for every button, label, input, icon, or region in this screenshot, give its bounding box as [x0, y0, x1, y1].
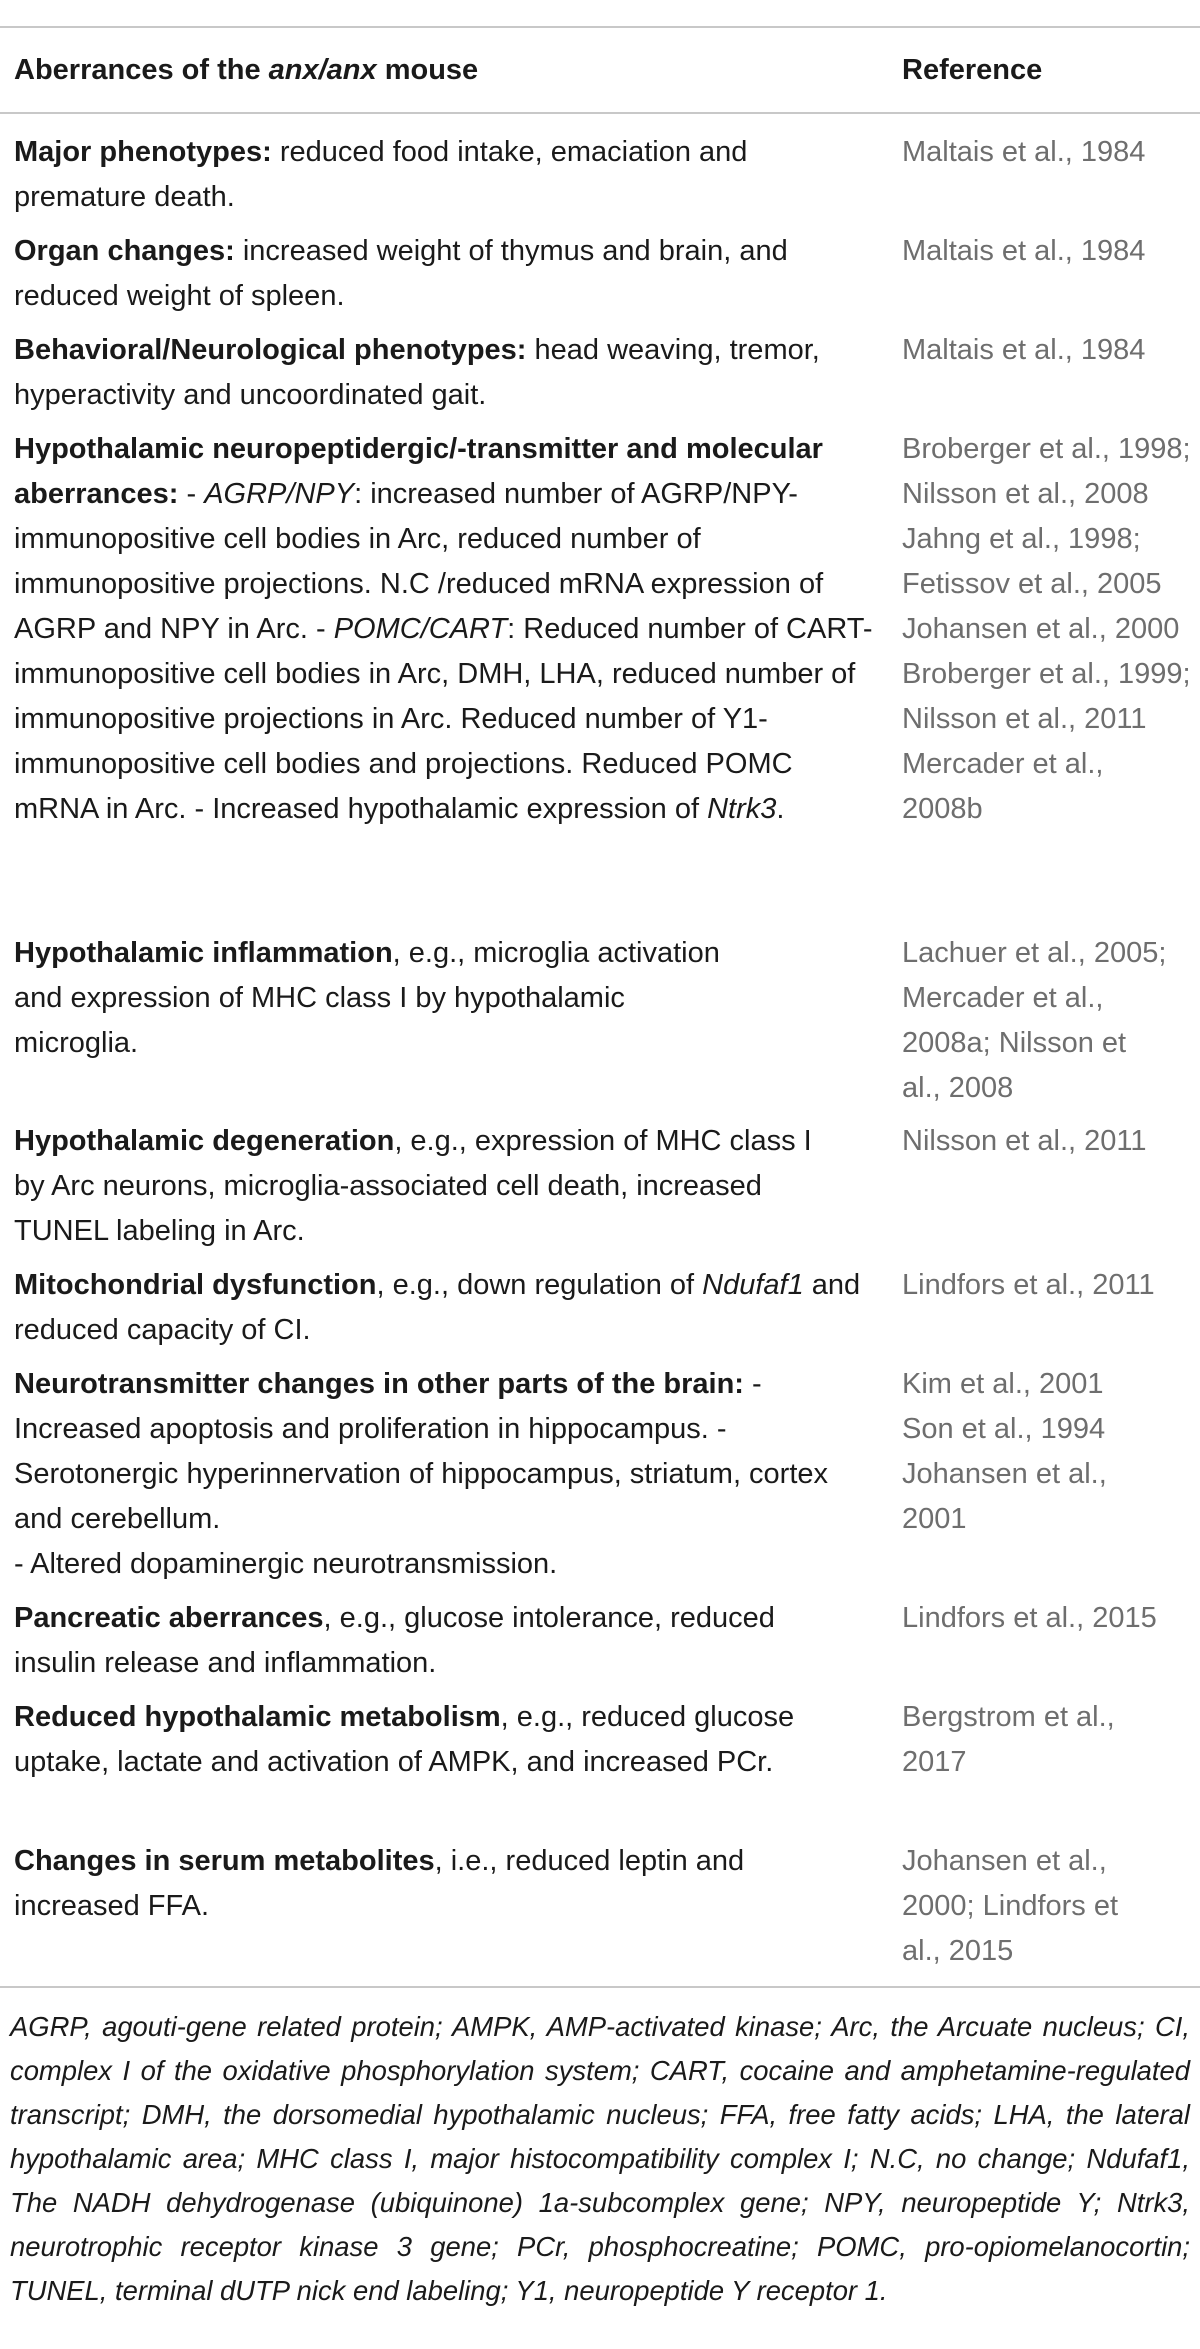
reference-cell: Johansen et al., 2000; Lindfors et al., 2015 [902, 1845, 1119, 1967]
aberrance-cell: Reduced hypothalamic metabolism, e.g., reduced glucose uptake, lactate and activation of AMPK, and increased PCr. [14, 1701, 795, 1778]
reference-cell: Nilsson et al., 2011 [902, 1125, 1147, 1157]
aberrance-cell: Major phenotypes: reduced food intake, emaciation and premature death. [14, 136, 748, 213]
column-header-aberrances: Aberrances of the anx/anx mouse [14, 54, 479, 86]
top-rule [0, 26, 1200, 28]
reference-cell: Maltais et al., 1984 [902, 235, 1146, 267]
aberrance-cell: Hypothalamic neuropeptidergic/-transmitter and molecular aberrances: - AGRP/NPY: increased number of AGRP/NPY-immunopositive cell bodies in Arc, reduced number of immunopositive projections. N.C /reduced mRNA expression of AGRP and NPY in Arc. - POMC/CART: Reduced number of CART-immunopositive cell bodies in Arc, DMH, LHA, reduced number of immunopositive projections in Arc. Reduced number of Y1-immunopositive cell bodies and projections. Reduced POMC mRNA in Arc. - Increased hypothalamic expression of Ntrk3. [14, 433, 873, 825]
aberrance-cell: Organ changes: increased weight of thymus and brain, and reduced weight of spleen. [14, 235, 788, 312]
reference-cell: Kim et al., 2001 Son et al., 1994 Johansen et al., 2001 [902, 1368, 1107, 1535]
table-footnote: AGRP, agouti-gene related protein; AMPK, AMP-activated kinase; Arc, the Arcuate nucleus; CI, complex I of the oxidative phosphorylation system; CART, cocaine and amphetamine-regulated transcript; DMH, the dorsomedial hypothalamic nucleus; FFA, free fatty acids; LHA, the lateral hypothalamic area; MHC class I, major histocompatibility complex I; N.C, no change; Ndufaf1, The NADH dehydrogenase (ubiquinone) 1a-subcomplex gene; NPY, neuropeptide Y; Ntrk3, neurotrophic receptor kinase 3 gene; PCr, phosphocreatine; POMC, pro-opiomelanocortin; TUNEL, terminal dUTP nick end labeling; Y1, neuropeptide Y receptor 1. [10, 2011, 1190, 2306]
bottom-rule [0, 1986, 1200, 1988]
reference-cell: Lindfors et al., 2011 [902, 1269, 1155, 1301]
aberrance-cell: Changes in serum metabolites, i.e., reduced leptin and increased FFA. [14, 1845, 745, 1922]
reference-cell: Lindfors et al., 2015 [902, 1602, 1157, 1634]
aberrance-cell: Neurotransmitter changes in other parts of the brain: - Increased apoptosis and proliferation in hippocampus. - Serotonergic hyperinnervation of hippocampus, striatum, cortex and cerebellum. - Altered dopaminergic neurotransmission. [14, 1368, 829, 1580]
aberrance-cell: Behavioral/Neurological phenotypes: head weaving, tremor, hyperactivity and uncoordinated gait. [14, 334, 820, 411]
reference-cell: Maltais et al., 1984 [902, 334, 1146, 366]
aberrance-cell: Mitochondrial dysfunction, e.g., down regulation of Ndufaf1 and reduced capacity of CI. [14, 1269, 861, 1346]
aberrance-cell: Hypothalamic degeneration, e.g., expression of MHC class I by Arc neurons, microglia-associated cell death, increased TUNEL labeling in Arc. [14, 1125, 812, 1247]
reference-cell: Maltais et al., 1984 [902, 136, 1146, 168]
aberrance-cell: Hypothalamic inflammation, e.g., microglia activation and expression of MHC class I by hypothalamic microglia. [14, 937, 720, 1059]
header-rule [0, 112, 1200, 114]
reference-cell: Lachuer et al., 2005; Mercader et al., 2008a; Nilsson et al., 2008 [902, 937, 1167, 1104]
reference-cell: Broberger et al., 1998; Nilsson et al., 2008 Jahng et al., 1998; Fetissov et al., 2005 Johansen et al., 2000 Broberger et al., 1999; Nilsson et al., 2011 Mercader et al., 2008b [902, 433, 1191, 825]
column-header-reference: Reference [902, 54, 1043, 86]
reference-cell: Bergstrom et al., 2017 [902, 1701, 1115, 1778]
aberrance-cell: Pancreatic aberrances, e.g., glucose intolerance, reduced insulin release and inflammation. [14, 1602, 775, 1679]
